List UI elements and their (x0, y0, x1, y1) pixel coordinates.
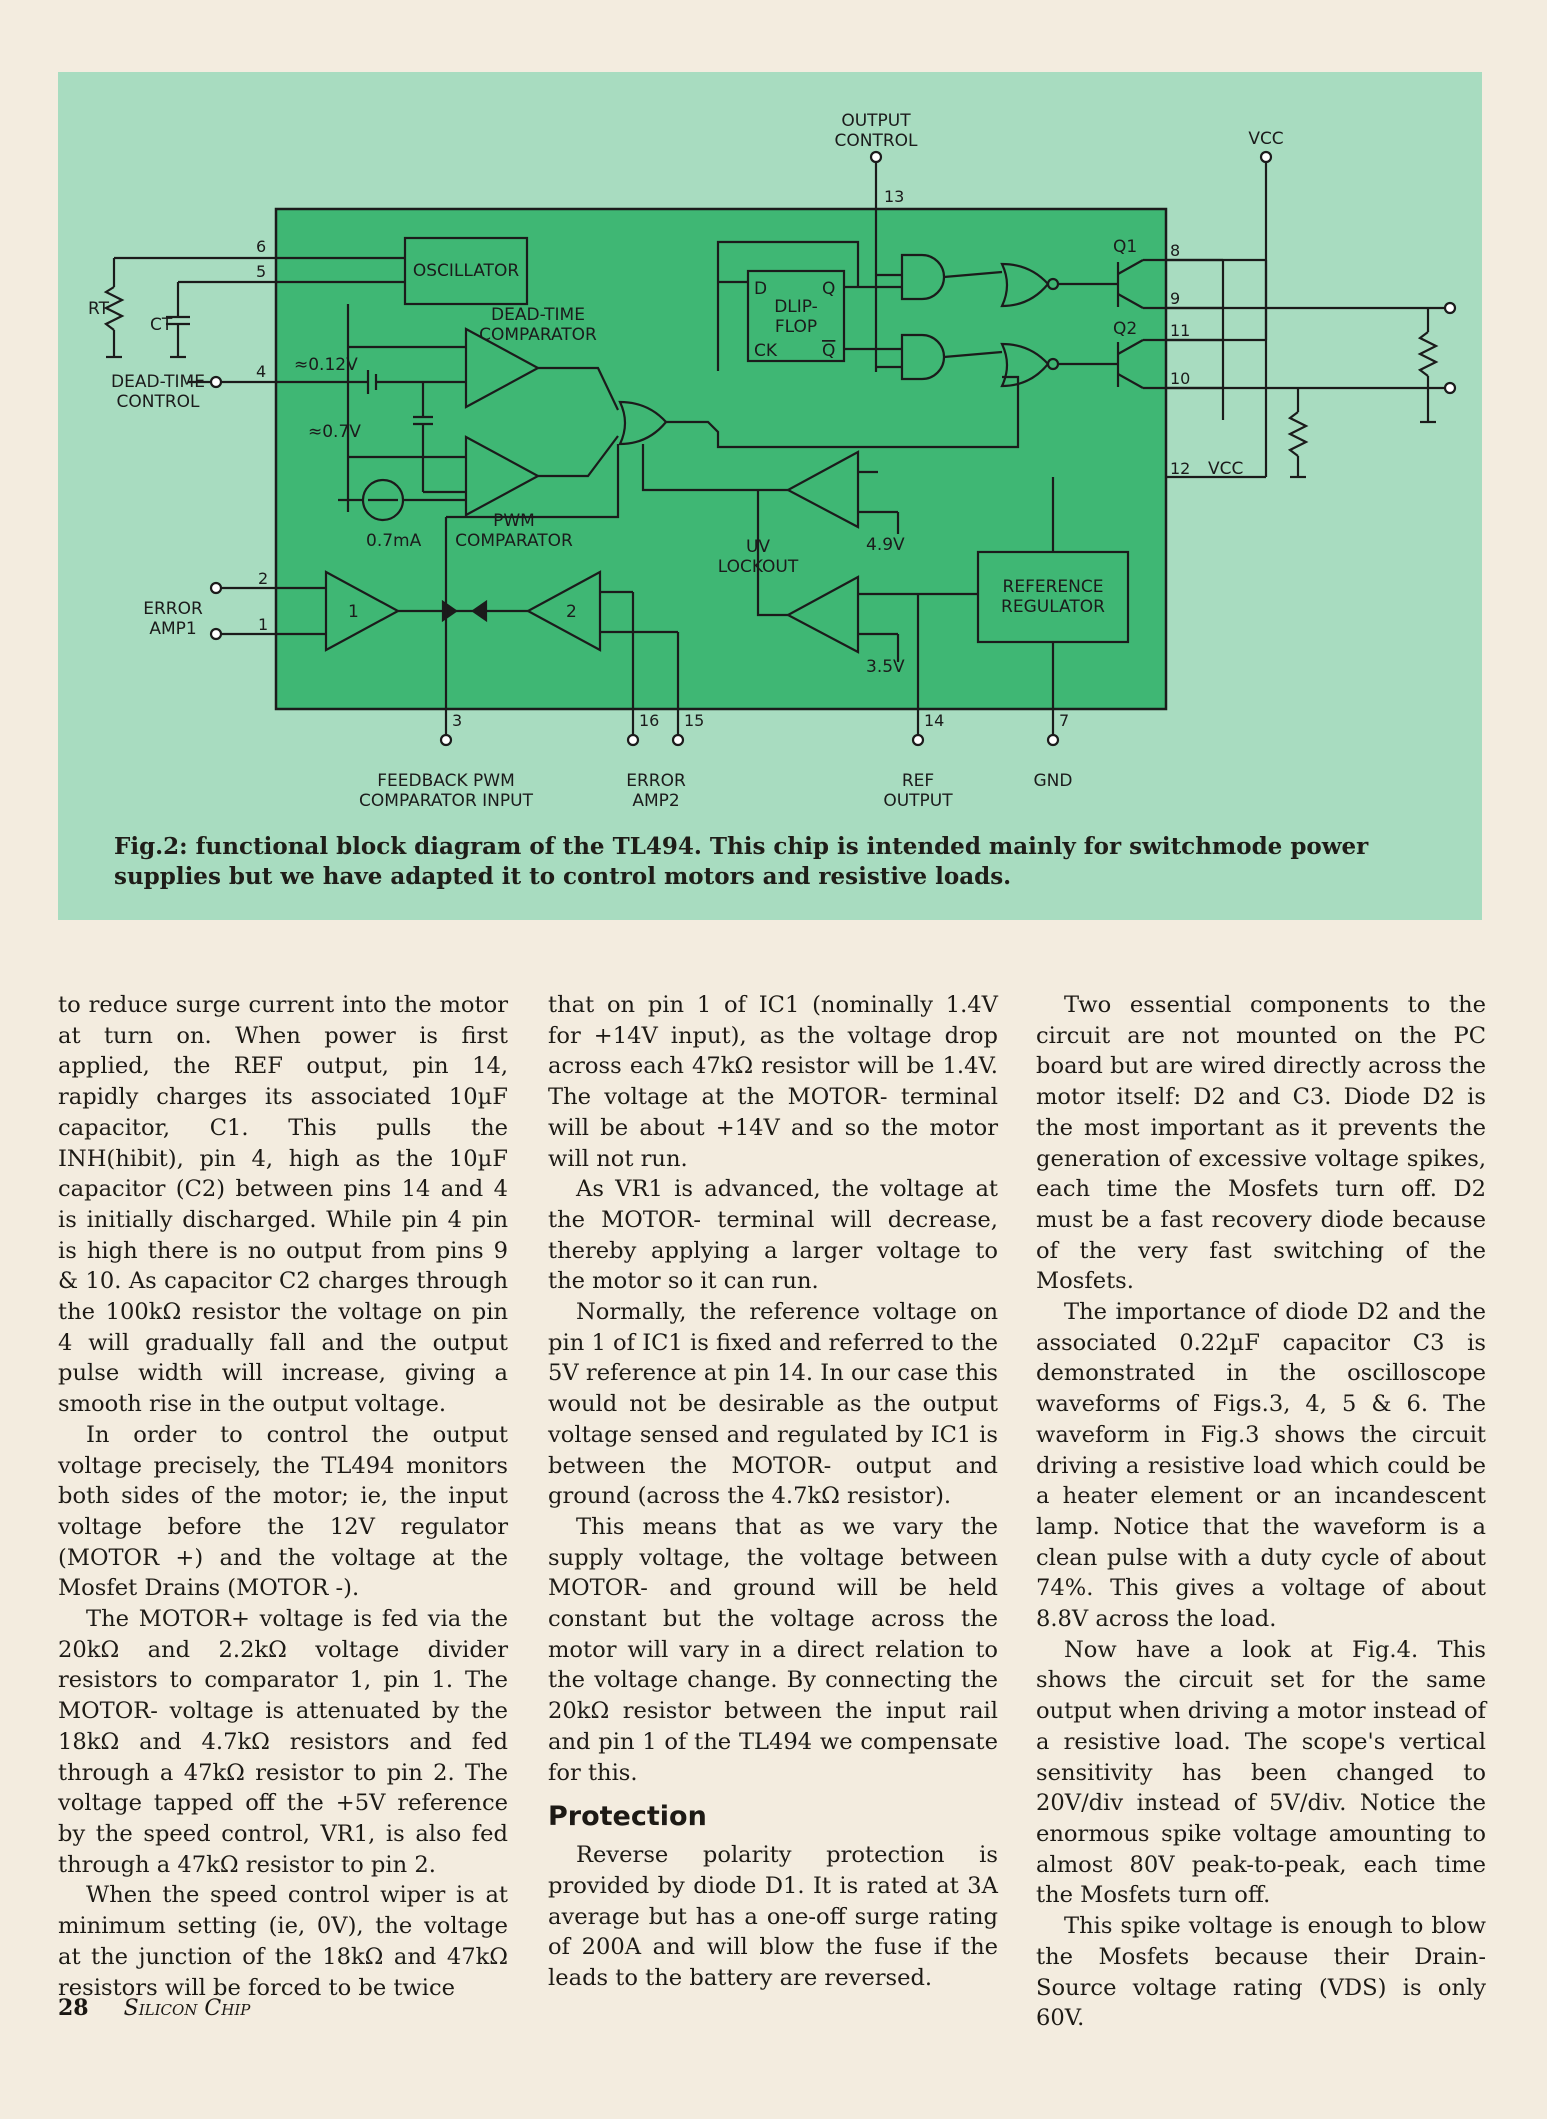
ff-d: D (754, 279, 768, 299)
column-2 (548, 990, 998, 1994)
uv-label-1: UV (745, 537, 771, 557)
page-number: 28 (58, 1995, 89, 2021)
pin-10: 10 (1170, 369, 1191, 388)
error-amp1-label-2: AMP1 (149, 619, 197, 639)
tl494-block-diagram (58, 72, 1482, 920)
pin-11: 11 (1170, 321, 1191, 340)
paragraph: Normally, the reference voltage on pin 1 of IC1 is fixed and referred to the 5V reference at pin 14. In our case this would not be desirable as the output voltage sensed and regulated by IC1 is between the MOTOR- output and ground (across the 4.7kΩ resistor). (548, 1299, 998, 1510)
paragraph: that on pin 1 of IC1 (nominally 1.4V for +14V input), as the voltage drop across each 47kΩ resistor will be 1.4V. The voltage at the MOTOR- terminal will be about +14V and so the motor will not run. (548, 992, 998, 1172)
schematic-labels (58, 72, 1482, 920)
rt-label: RT (88, 299, 109, 319)
paragraph: This spike voltage is enough to blow the Mosfets because their Drain-Source voltage rating (VDS) is only 60V. (1036, 1913, 1486, 2032)
v35-label: 3.5V (866, 657, 905, 677)
column-1 (58, 990, 508, 2003)
pin-9: 9 (1170, 289, 1181, 308)
error-amp2-label-2: AMP2 (632, 791, 680, 811)
q2-label: Q2 (1113, 319, 1138, 339)
ref-reg-label-2: REGULATOR (1001, 597, 1105, 617)
pin-16: 16 (639, 711, 660, 730)
ct-label: CT (150, 315, 173, 335)
pin-13: 13 (884, 187, 905, 206)
pin-6: 6 (256, 237, 267, 256)
pin-4: 4 (256, 362, 267, 381)
output-control-label-2: CONTROL (834, 131, 918, 151)
pin-7: 7 (1059, 711, 1070, 730)
paragraph: The MOTOR+ voltage is fed via the 20kΩ and 2.2kΩ voltage divider resistors to comparator 1, pin 1. The MOTOR- voltage is attenuated by the 18kΩ and 4.7kΩ resistors and fed through a 47kΩ resistor to pin 2. The voltage tapped off the +5V reference by the speed control, VR1, is also fed through a 47kΩ resistor to pin 2. (58, 1606, 508, 1878)
uv-label-2: LOCKOUT (717, 557, 799, 577)
pin-2: 2 (258, 569, 269, 588)
paragraph: When the speed control wiper is at minimum setting (ie, 0V), the voltage at the junction of the 18kΩ and 47kΩ resistors will be forced to be twice (58, 1882, 508, 2001)
pin-12: 12 (1170, 459, 1191, 478)
paragraph: The importance of diode D2 and the associated 0.22µF capacitor C3 is demonstrated in the oscilloscope waveforms of Figs.3, 4, 5 & 6. The waveform in Fig.3 shows the circuit driving a resistive load which could be a heater element or an incandescent lamp. Notice that the waveform is a clean pulse with a duty cycle of about 74%. This gives a voltage of about 8.8V across the load. (1036, 1299, 1486, 1633)
deadtime-control-label-1: DEAD-TIME (111, 372, 205, 392)
pin-8: 8 (1170, 241, 1181, 260)
amp1-number: 1 (348, 602, 359, 622)
pin-3: 3 (452, 711, 463, 730)
paragraph: Now have a look at Fig.4. This shows the circuit set for the same output when driving a motor instead of a resistive load. The scope's vertical sensitivity has been changed to 20V/div instead of 5V/div. Notice the enormous spike voltage amounting to almost 80V peak-to-peak, each time the Mosfets turn off. (1036, 1636, 1486, 1909)
figure-caption: Fig.2: functional block diagram of the TL494. This chip is intended mainly for switchmode power supplies but we have adapted it to control motors and resistive loads. (114, 833, 1369, 890)
output-control-label-1: OUTPUT (841, 111, 911, 131)
ff-q: Q (822, 279, 836, 299)
ref-output-label-2: OUTPUT (883, 791, 953, 811)
pwm-comp-label-1: PWM (493, 511, 535, 531)
error-amp2-label-1: ERROR (626, 771, 686, 791)
q1-label: Q1 (1113, 237, 1138, 257)
feedback-label-2: COMPARATOR INPUT (359, 791, 533, 811)
section-heading: Protection (548, 1801, 707, 1833)
magazine-name: Silicon Chip (123, 1996, 251, 2021)
v49-label: 4.9V (866, 535, 905, 555)
current-07ma-label: 0.7mA (366, 531, 422, 551)
oscillator-label: OSCILLATOR (412, 261, 520, 281)
ref-output-label-1: REF (901, 771, 935, 791)
ref-reg-label-1: REFERENCE (1002, 577, 1104, 597)
pin-14: 14 (924, 711, 945, 730)
ff-ck: CK (754, 341, 778, 361)
paragraph: to reduce surge current into the motor at turn on. When power is first applied, the REF output, pin 14, rapidly charges its associated 10µF capacitor, C1. This pulls the INH(hibit), pin 4, high as the 10µF capacitor (C2) between pins 14 and 4 is initially discharged. While pin 4 pin is high there is no output from pins 9 & 10. As capacitor C2 charges through the 100kΩ resistor the voltage on pin 4 will gradually fall and the output pulse width will increase, giving a smooth rise in the output voltage. (58, 992, 508, 1418)
pin-1: 1 (258, 615, 269, 634)
paragraph: In order to control the output voltage precisely, the TL494 monitors both sides of the motor; ie, the input voltage before the 12V regulator (MOTOR +) and the voltage at the Mosfet Drains (MOTOR -). (58, 1421, 508, 1602)
ff-label-2: FLOP (774, 317, 818, 337)
ff-label-1: DLIP- (774, 297, 818, 317)
vcc-top-label: VCC (1248, 129, 1284, 149)
paragraph: Reverse polarity protection is provided by diode D1. It is rated at 3A average but has a one-off surge rating of 200A and will blow the fuse if the leads to the battery are reversed. (548, 1842, 998, 1992)
error-amp1-label-1: ERROR (143, 599, 203, 619)
feedback-label-1: FEEDBACK PWM (377, 771, 515, 791)
deadtime-control-label-2: CONTROL (116, 392, 200, 412)
ff-qbar: Q (822, 341, 836, 361)
amp2-number: 2 (566, 602, 577, 622)
paragraph: This means that as we vary the supply voltage, the voltage between MOTOR- and ground will be held constant but the voltage across the motor will vary in a direct relation to the voltage change. By connecting the 20kΩ resistor between the input rail and pin 1 of the TL494 we compensate for this. (548, 1513, 998, 1786)
vcc-pin12-label: VCC (1208, 459, 1244, 479)
deadtime-comp-label-2: COMPARATOR (479, 325, 597, 345)
v012-label: ≈0.12V (294, 355, 358, 375)
gnd-label: GND (1033, 771, 1073, 791)
pin-5: 5 (256, 262, 267, 281)
paragraph: As VR1 is advanced, the voltage at the MOTOR- terminal will decrease, thereby applying a larger voltage to the motor so it can run. (548, 1176, 998, 1295)
column-3 (1036, 990, 1486, 2034)
deadtime-comp-label-1: DEAD-TIME (491, 305, 585, 325)
paragraph: Two essential components to the circuit are not mounted on the PC board but are wired directly across the motor itself: D2 and C3. Diode D2 is the most important as it prevents the generation of excessive voltage spikes, each time the Mosfets turn off. D2 must be a fast recovery diode because of the very fast switching of the Mosfets. (1036, 992, 1486, 1295)
pwm-comp-label-2: COMPARATOR (455, 531, 573, 551)
v07-label: ≈0.7V (308, 422, 361, 442)
pin-15: 15 (684, 711, 705, 730)
page-footer (58, 1995, 250, 2021)
